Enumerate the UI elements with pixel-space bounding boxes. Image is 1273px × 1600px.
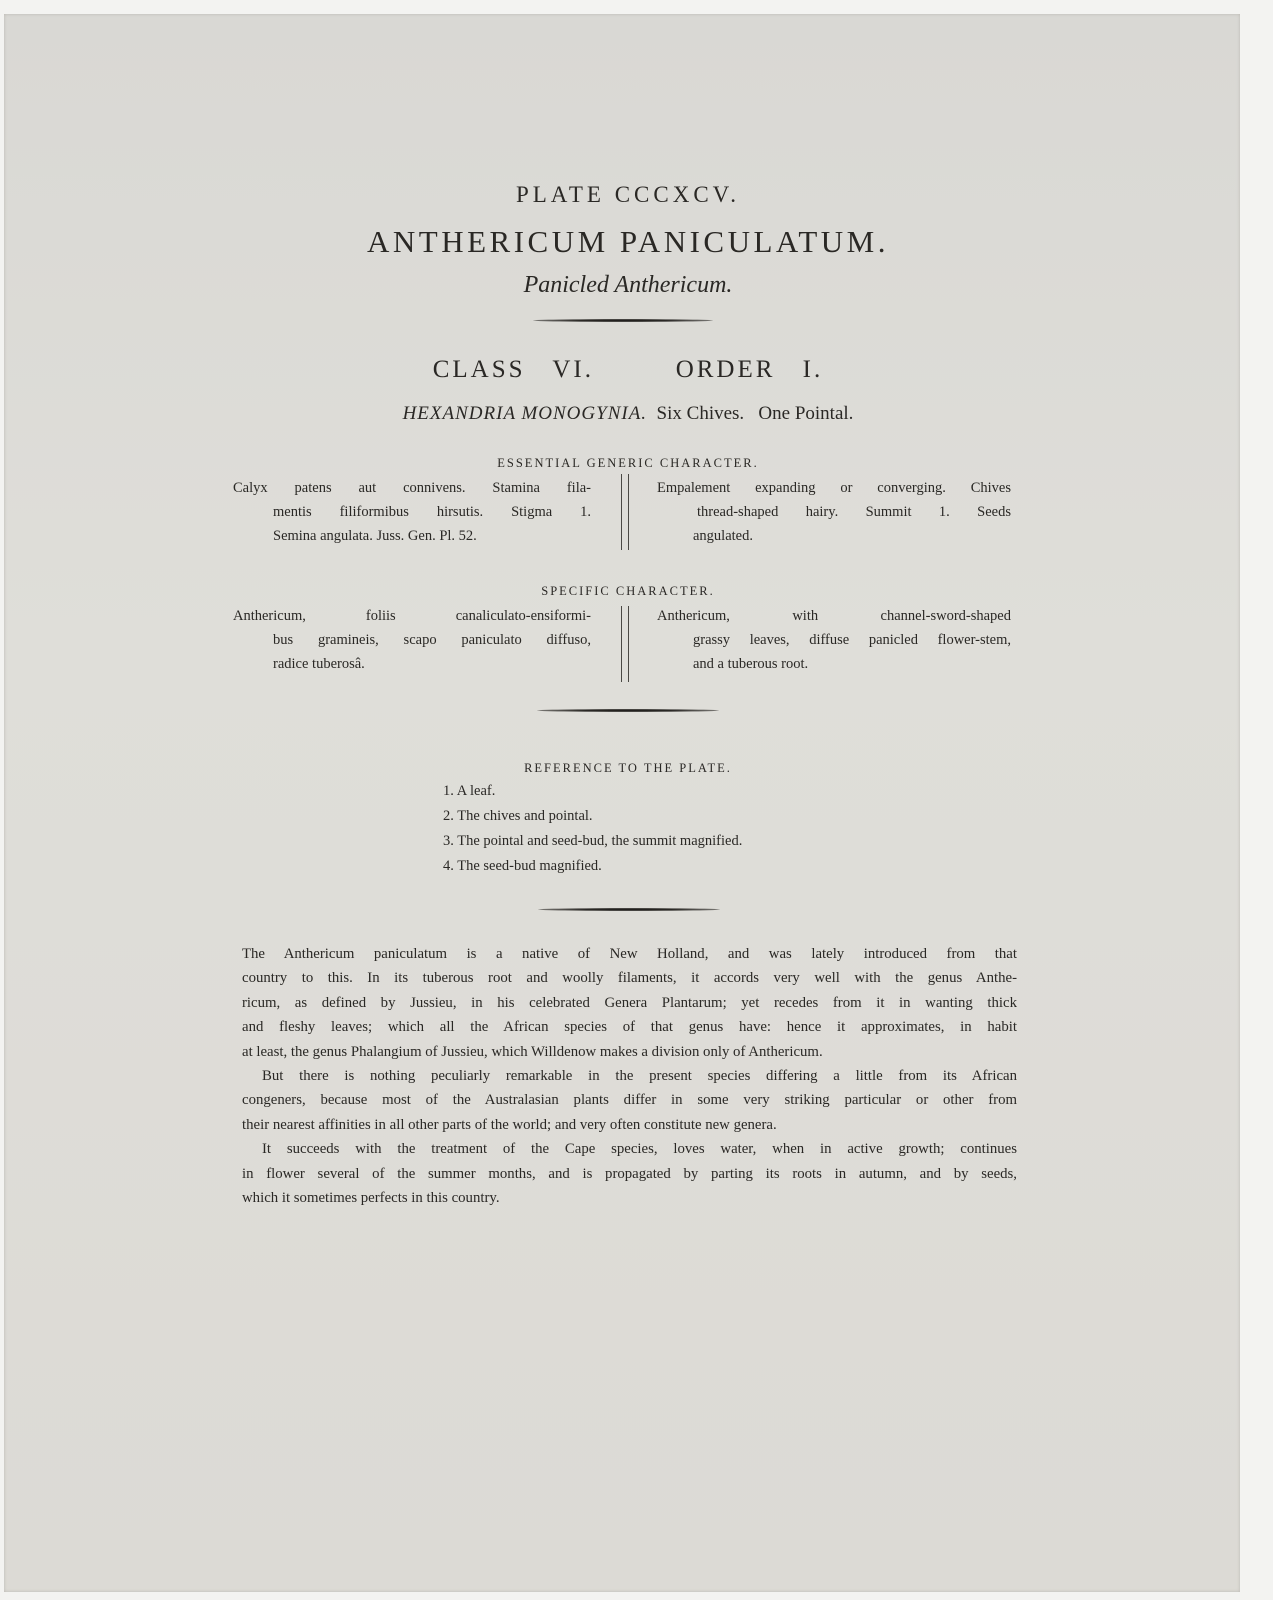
text-line: Empalement expanding or converging. Chives	[657, 480, 1011, 496]
reference-item: 2. The chives and pointal.	[443, 808, 593, 824]
text-line: Anthericum, foliis canaliculato-ensiformi-	[233, 608, 591, 624]
text-line: and fleshy leaves; which all the African species of that genus have: hence it approximates, in habit	[242, 1019, 1017, 1036]
specific-heading: SPECIFIC CHARACTER.	[541, 584, 715, 598]
hexandria-line	[4, 403, 1252, 425]
specific-english	[657, 604, 1011, 676]
common-name: Panicled Anthericum.	[523, 272, 733, 298]
reference-item: 3. The pointal and seed-bud, the summit magnified.	[443, 833, 743, 849]
text-line: Anthericum, with channel-sword-shaped	[657, 608, 1011, 624]
reference-item: 4. The seed-bud magnified.	[443, 858, 602, 874]
ornamental-rule	[538, 908, 720, 911]
text-line: thread-shaped hairy. Summit 1. Seeds	[697, 504, 1011, 520]
hexandria-english: Six Chives. One Pointal.	[656, 403, 854, 424]
plate-number: PLATE CCCXCV.	[515, 182, 741, 207]
specific-latin	[233, 604, 591, 676]
text-line: angulated.	[693, 528, 753, 544]
text-line: ricum, as defined by Jussieu, in his celebrated Genera Plantarum; yet recedes from it in wanting thick	[242, 994, 1017, 1011]
description-text	[242, 942, 1017, 1210]
reference-item: 1. A leaf.	[443, 783, 496, 799]
text-line: The Anthericum paniculatum is a native of New Holland, and was lately introduced from that	[242, 946, 1017, 962]
ornamental-rule	[537, 709, 719, 712]
reference-heading: REFERENCE TO THE PLATE.	[524, 761, 732, 775]
text-line: country to this. In its tuberous root and woolly filaments, it accords very well with the genus Anthe-	[242, 970, 1017, 987]
text-line: which it sometimes perfects in this country.	[242, 1190, 500, 1207]
page-title: ANTHERICUM PANICULATUM.	[367, 224, 889, 259]
text-line: mentis filiformibus hirsutis. Stigma 1.	[273, 504, 591, 520]
text-line: But there is nothing peculiarly remarkable in the present species differing a little from its African	[262, 1068, 1017, 1085]
column-divider	[621, 606, 629, 682]
text-line: Calyx patens aut connivens. Stamina fila-	[233, 480, 591, 496]
essential-english	[657, 476, 1011, 548]
text-line: Semina angulata. Juss. Gen. Pl. 52.	[273, 528, 477, 544]
essential-latin	[233, 476, 591, 548]
column-divider	[621, 474, 629, 550]
ornamental-rule	[533, 319, 713, 322]
reference-list	[443, 779, 742, 879]
text-line: their nearest affinities in all other parts of the world; and very often constitute new genera.	[242, 1116, 777, 1133]
essential-heading: ESSENTIAL GENERIC CHARACTER.	[497, 456, 759, 470]
text-line: in flower several of the summer months, and is propagated by parting its roots in autumn, and by seeds,	[242, 1165, 1017, 1182]
text-line: and a tuberous root.	[693, 656, 809, 672]
text-line: grassy leaves, diffuse panicled flower-stem,	[693, 632, 1011, 648]
page-sheet	[4, 14, 1240, 1592]
text-line: at least, the genus Phalangium of Jussieu, which Willdenow makes a division only of Anthericum.	[242, 1043, 823, 1060]
text-line: bus gramineis, scapo paniculato diffuso,	[273, 632, 591, 648]
text-line: congeners, because most of the Australasian plants differ in some very striking particular or other from	[242, 1092, 1017, 1109]
hexandria-latin: HEXANDRIA MONOGYNIA.	[402, 403, 648, 424]
text-line: It succeeds with the treatment of the Cape species, loves water, when in active growth; continues	[262, 1141, 1017, 1158]
text-line: radice tuberosâ.	[273, 656, 365, 672]
class-order: CLASS VI. ORDER I.	[432, 356, 824, 383]
